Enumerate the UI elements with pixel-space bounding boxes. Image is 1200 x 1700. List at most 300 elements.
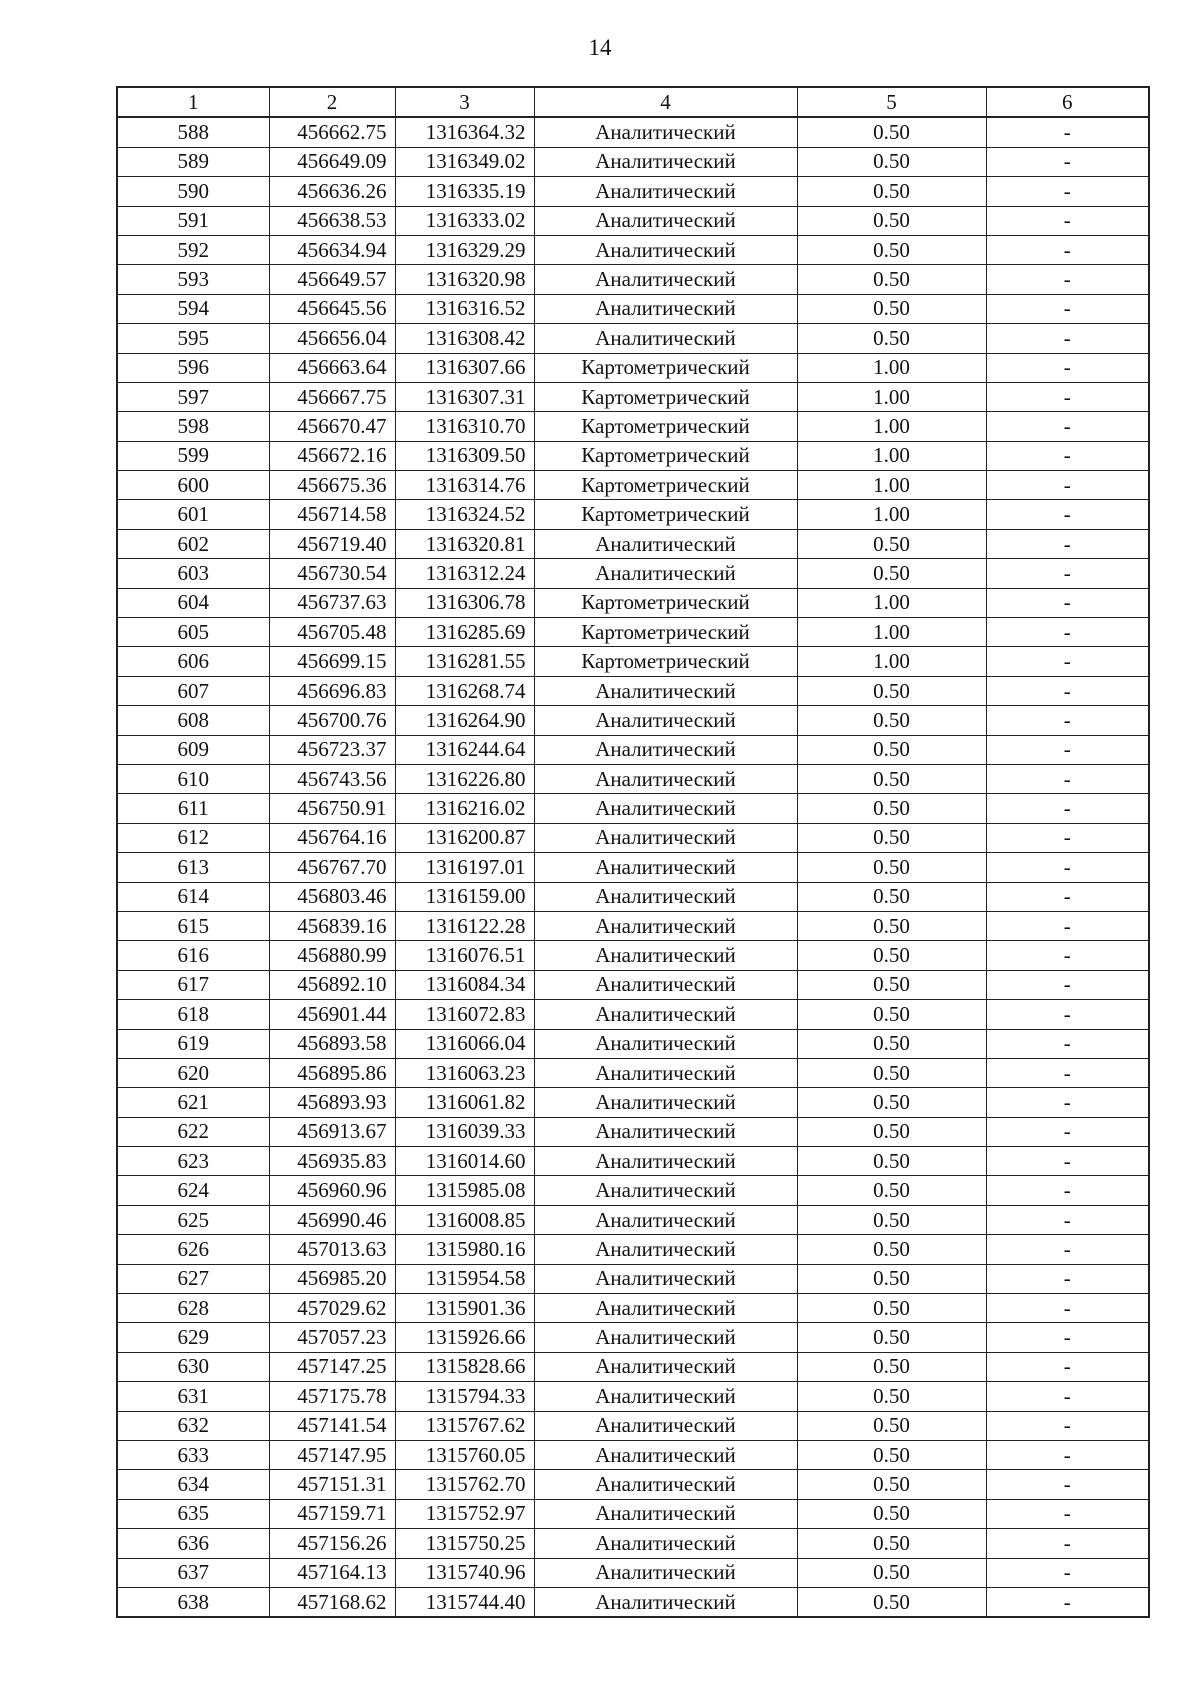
point-number-cell: 591 (117, 206, 269, 235)
x-coordinate-cell: 456895.86 (269, 1058, 395, 1087)
method-cell: Аналитический (534, 1235, 797, 1264)
table-row (117, 441, 1149, 470)
note-cell: - (986, 1029, 1149, 1058)
table-row (117, 324, 1149, 353)
accuracy-cell: 1.00 (797, 353, 986, 382)
method-cell: Аналитический (534, 1264, 797, 1293)
method-cell: Аналитический (534, 265, 797, 294)
y-coordinate-cell: 1316281.55 (395, 647, 534, 676)
point-number-cell: 628 (117, 1294, 269, 1323)
method-cell: Аналитический (534, 882, 797, 911)
table-row (117, 1411, 1149, 1440)
note-cell: - (986, 1587, 1149, 1617)
method-cell: Картометрический (534, 618, 797, 647)
accuracy-cell: 0.50 (797, 1470, 986, 1499)
note-cell: - (986, 735, 1149, 764)
point-number-cell: 588 (117, 117, 269, 147)
note-cell: - (986, 588, 1149, 617)
y-coordinate-cell: 1315750.25 (395, 1529, 534, 1558)
table-header (117, 87, 1149, 117)
method-cell: Аналитический (534, 324, 797, 353)
table-row (117, 1499, 1149, 1528)
note-cell: - (986, 294, 1149, 323)
note-cell: - (986, 441, 1149, 470)
point-number-cell: 627 (117, 1264, 269, 1293)
accuracy-cell: 1.00 (797, 588, 986, 617)
method-cell: Аналитический (534, 1529, 797, 1558)
x-coordinate-cell: 457175.78 (269, 1382, 395, 1411)
table-row (117, 588, 1149, 617)
point-number-cell: 601 (117, 500, 269, 529)
method-cell: Аналитический (534, 1058, 797, 1087)
note-cell: - (986, 647, 1149, 676)
x-coordinate-cell: 456649.57 (269, 265, 395, 294)
method-cell: Аналитический (534, 823, 797, 852)
y-coordinate-cell: 1316307.31 (395, 382, 534, 411)
y-coordinate-cell: 1316314.76 (395, 471, 534, 500)
table-row (117, 117, 1149, 147)
column-header-1: 1 (117, 87, 269, 117)
note-cell: - (986, 117, 1149, 147)
note-cell: - (986, 911, 1149, 940)
note-cell: - (986, 353, 1149, 382)
method-cell: Картометрический (534, 588, 797, 617)
y-coordinate-cell: 1316200.87 (395, 823, 534, 852)
x-coordinate-cell: 456675.36 (269, 471, 395, 500)
y-coordinate-cell: 1316306.78 (395, 588, 534, 617)
accuracy-cell: 0.50 (797, 1499, 986, 1528)
note-cell: - (986, 1147, 1149, 1176)
table-row (117, 147, 1149, 176)
table-row (117, 529, 1149, 558)
table-row (117, 647, 1149, 676)
x-coordinate-cell: 456670.47 (269, 412, 395, 441)
note-cell: - (986, 1470, 1149, 1499)
method-cell: Аналитический (534, 1382, 797, 1411)
x-coordinate-cell: 456667.75 (269, 382, 395, 411)
x-coordinate-cell: 456700.76 (269, 706, 395, 735)
x-coordinate-cell: 457151.31 (269, 1470, 395, 1499)
y-coordinate-cell: 1315762.70 (395, 1470, 534, 1499)
note-cell: - (986, 1294, 1149, 1323)
point-number-cell: 615 (117, 911, 269, 940)
accuracy-cell: 0.50 (797, 147, 986, 176)
x-coordinate-cell: 456714.58 (269, 500, 395, 529)
x-coordinate-cell: 456880.99 (269, 941, 395, 970)
y-coordinate-cell: 1315740.96 (395, 1558, 534, 1587)
accuracy-cell: 1.00 (797, 618, 986, 647)
accuracy-cell: 0.50 (797, 1088, 986, 1117)
x-coordinate-cell: 457159.71 (269, 1499, 395, 1528)
note-cell: - (986, 1382, 1149, 1411)
table-row (117, 1205, 1149, 1234)
y-coordinate-cell: 1316324.52 (395, 500, 534, 529)
y-coordinate-cell: 1316008.85 (395, 1205, 534, 1234)
point-number-cell: 595 (117, 324, 269, 353)
y-coordinate-cell: 1315744.40 (395, 1587, 534, 1617)
accuracy-cell: 0.50 (797, 911, 986, 940)
accuracy-cell: 1.00 (797, 441, 986, 470)
table-row (117, 911, 1149, 940)
y-coordinate-cell: 1316063.23 (395, 1058, 534, 1087)
x-coordinate-cell: 457164.13 (269, 1558, 395, 1587)
note-cell: - (986, 1499, 1149, 1528)
note-cell: - (986, 471, 1149, 500)
note-cell: - (986, 764, 1149, 793)
y-coordinate-cell: 1316076.51 (395, 941, 534, 970)
point-number-cell: 624 (117, 1176, 269, 1205)
y-coordinate-cell: 1315760.05 (395, 1440, 534, 1469)
table-row (117, 559, 1149, 588)
x-coordinate-cell: 456663.64 (269, 353, 395, 382)
note-cell: - (986, 706, 1149, 735)
accuracy-cell: 0.50 (797, 1411, 986, 1440)
method-cell: Картометрический (534, 471, 797, 500)
method-cell: Аналитический (534, 1000, 797, 1029)
table-row (117, 618, 1149, 647)
y-coordinate-cell: 1316364.32 (395, 117, 534, 147)
x-coordinate-cell: 456705.48 (269, 618, 395, 647)
note-cell: - (986, 500, 1149, 529)
note-cell: - (986, 1205, 1149, 1234)
table-row (117, 206, 1149, 235)
point-number-cell: 604 (117, 588, 269, 617)
note-cell: - (986, 823, 1149, 852)
y-coordinate-cell: 1315954.58 (395, 1264, 534, 1293)
x-coordinate-cell: 456803.46 (269, 882, 395, 911)
x-coordinate-cell: 456656.04 (269, 324, 395, 353)
y-coordinate-cell: 1316061.82 (395, 1088, 534, 1117)
note-cell: - (986, 147, 1149, 176)
table-row (117, 764, 1149, 793)
point-number-cell: 598 (117, 412, 269, 441)
method-cell: Картометрический (534, 353, 797, 382)
note-cell: - (986, 1529, 1149, 1558)
y-coordinate-cell: 1316268.74 (395, 676, 534, 705)
method-cell: Аналитический (534, 117, 797, 147)
accuracy-cell: 0.50 (797, 1382, 986, 1411)
table-row (117, 823, 1149, 852)
table-row (117, 970, 1149, 999)
accuracy-cell: 0.50 (797, 559, 986, 588)
point-number-cell: 618 (117, 1000, 269, 1029)
note-cell: - (986, 324, 1149, 353)
method-cell: Аналитический (534, 706, 797, 735)
x-coordinate-cell: 456901.44 (269, 1000, 395, 1029)
table-row (117, 1323, 1149, 1352)
x-coordinate-cell: 456737.63 (269, 588, 395, 617)
accuracy-cell: 0.50 (797, 676, 986, 705)
x-coordinate-cell: 457057.23 (269, 1323, 395, 1352)
point-number-cell: 631 (117, 1382, 269, 1411)
x-coordinate-cell: 456990.46 (269, 1205, 395, 1234)
point-number-cell: 617 (117, 970, 269, 999)
table-row (117, 1058, 1149, 1087)
note-cell: - (986, 1352, 1149, 1381)
x-coordinate-cell: 456636.26 (269, 177, 395, 206)
method-cell: Аналитический (534, 1088, 797, 1117)
accuracy-cell: 0.50 (797, 882, 986, 911)
point-number-cell: 633 (117, 1440, 269, 1469)
table-row (117, 882, 1149, 911)
x-coordinate-cell: 456893.93 (269, 1088, 395, 1117)
point-number-cell: 607 (117, 676, 269, 705)
x-coordinate-cell: 456672.16 (269, 441, 395, 470)
note-cell: - (986, 1176, 1149, 1205)
x-coordinate-cell: 456935.83 (269, 1147, 395, 1176)
note-cell: - (986, 1117, 1149, 1146)
column-header-2: 2 (269, 87, 395, 117)
accuracy-cell: 0.50 (797, 1587, 986, 1617)
accuracy-cell: 0.50 (797, 794, 986, 823)
point-number-cell: 626 (117, 1235, 269, 1264)
point-number-cell: 621 (117, 1088, 269, 1117)
accuracy-cell: 0.50 (797, 1205, 986, 1234)
method-cell: Картометрический (534, 500, 797, 529)
point-number-cell: 630 (117, 1352, 269, 1381)
accuracy-cell: 0.50 (797, 206, 986, 235)
x-coordinate-cell: 456730.54 (269, 559, 395, 588)
note-cell: - (986, 1411, 1149, 1440)
method-cell: Аналитический (534, 941, 797, 970)
x-coordinate-cell: 456960.96 (269, 1176, 395, 1205)
point-number-cell: 609 (117, 735, 269, 764)
y-coordinate-cell: 1316014.60 (395, 1147, 534, 1176)
table-row (117, 1558, 1149, 1587)
accuracy-cell: 0.50 (797, 1558, 986, 1587)
note-cell: - (986, 676, 1149, 705)
table-row (117, 1235, 1149, 1264)
table-row (117, 1440, 1149, 1469)
x-coordinate-cell: 457147.95 (269, 1440, 395, 1469)
table-row (117, 382, 1149, 411)
x-coordinate-cell: 456893.58 (269, 1029, 395, 1058)
y-coordinate-cell: 1315767.62 (395, 1411, 534, 1440)
point-number-cell: 610 (117, 764, 269, 793)
y-coordinate-cell: 1316039.33 (395, 1117, 534, 1146)
accuracy-cell: 1.00 (797, 382, 986, 411)
accuracy-cell: 1.00 (797, 412, 986, 441)
y-coordinate-cell: 1316264.90 (395, 706, 534, 735)
table-row (117, 794, 1149, 823)
point-number-cell: 597 (117, 382, 269, 411)
note-cell: - (986, 618, 1149, 647)
accuracy-cell: 0.50 (797, 529, 986, 558)
method-cell: Аналитический (534, 1470, 797, 1499)
method-cell: Картометрический (534, 441, 797, 470)
point-number-cell: 620 (117, 1058, 269, 1087)
y-coordinate-cell: 1316335.19 (395, 177, 534, 206)
table-row (117, 941, 1149, 970)
accuracy-cell: 0.50 (797, 265, 986, 294)
point-number-cell: 600 (117, 471, 269, 500)
table-row (117, 471, 1149, 500)
note-cell: - (986, 941, 1149, 970)
note-cell: - (986, 853, 1149, 882)
y-coordinate-cell: 1315926.66 (395, 1323, 534, 1352)
point-number-cell: 613 (117, 853, 269, 882)
method-cell: Аналитический (534, 970, 797, 999)
y-coordinate-cell: 1315980.16 (395, 1235, 534, 1264)
note-cell: - (986, 206, 1149, 235)
point-number-cell: 590 (117, 177, 269, 206)
accuracy-cell: 0.50 (797, 1440, 986, 1469)
note-cell: - (986, 382, 1149, 411)
method-cell: Аналитический (534, 1440, 797, 1469)
x-coordinate-cell: 456638.53 (269, 206, 395, 235)
note-cell: - (986, 559, 1149, 588)
x-coordinate-cell: 456913.67 (269, 1117, 395, 1146)
method-cell: Аналитический (534, 1499, 797, 1528)
x-coordinate-cell: 456662.75 (269, 117, 395, 147)
point-number-cell: 596 (117, 353, 269, 382)
method-cell: Аналитический (534, 1294, 797, 1323)
x-coordinate-cell: 456764.16 (269, 823, 395, 852)
table-row (117, 1529, 1149, 1558)
note-cell: - (986, 970, 1149, 999)
method-cell: Аналитический (534, 794, 797, 823)
table-row (117, 1117, 1149, 1146)
accuracy-cell: 1.00 (797, 471, 986, 500)
point-number-cell: 592 (117, 235, 269, 264)
x-coordinate-cell: 456839.16 (269, 911, 395, 940)
y-coordinate-cell: 1316072.83 (395, 1000, 534, 1029)
y-coordinate-cell: 1316310.70 (395, 412, 534, 441)
y-coordinate-cell: 1316309.50 (395, 441, 534, 470)
table-row (117, 353, 1149, 382)
y-coordinate-cell: 1316307.66 (395, 353, 534, 382)
accuracy-cell: 0.50 (797, 823, 986, 852)
note-cell: - (986, 412, 1149, 441)
x-coordinate-cell: 456634.94 (269, 235, 395, 264)
accuracy-cell: 0.50 (797, 1176, 986, 1205)
y-coordinate-cell: 1315901.36 (395, 1294, 534, 1323)
point-number-cell: 605 (117, 618, 269, 647)
y-coordinate-cell: 1316244.64 (395, 735, 534, 764)
table-row (117, 1147, 1149, 1176)
table-row (117, 853, 1149, 882)
accuracy-cell: 0.50 (797, 1029, 986, 1058)
table-row (117, 1029, 1149, 1058)
accuracy-cell: 1.00 (797, 500, 986, 529)
table-body (117, 117, 1149, 1617)
accuracy-cell: 0.50 (797, 970, 986, 999)
accuracy-cell: 0.50 (797, 117, 986, 147)
table-row (117, 706, 1149, 735)
accuracy-cell: 0.50 (797, 1529, 986, 1558)
method-cell: Аналитический (534, 735, 797, 764)
point-number-cell: 589 (117, 147, 269, 176)
table-row (117, 676, 1149, 705)
point-number-cell: 625 (117, 1205, 269, 1234)
method-cell: Аналитический (534, 1587, 797, 1617)
point-number-cell: 619 (117, 1029, 269, 1058)
method-cell: Картометрический (534, 412, 797, 441)
header-row (117, 87, 1149, 117)
accuracy-cell: 0.50 (797, 1294, 986, 1323)
method-cell: Аналитический (534, 1117, 797, 1146)
point-number-cell: 635 (117, 1499, 269, 1528)
accuracy-cell: 0.50 (797, 764, 986, 793)
x-coordinate-cell: 456699.15 (269, 647, 395, 676)
point-number-cell: 593 (117, 265, 269, 294)
method-cell: Аналитический (534, 1147, 797, 1176)
table-row (117, 735, 1149, 764)
y-coordinate-cell: 1316333.02 (395, 206, 534, 235)
point-number-cell: 602 (117, 529, 269, 558)
x-coordinate-cell: 457156.26 (269, 1529, 395, 1558)
method-cell: Аналитический (534, 294, 797, 323)
x-coordinate-cell: 456892.10 (269, 970, 395, 999)
accuracy-cell: 0.50 (797, 294, 986, 323)
accuracy-cell: 1.00 (797, 647, 986, 676)
y-coordinate-cell: 1316159.00 (395, 882, 534, 911)
y-coordinate-cell: 1315752.97 (395, 1499, 534, 1528)
point-number-cell: 594 (117, 294, 269, 323)
column-header-6: 6 (986, 87, 1149, 117)
note-cell: - (986, 235, 1149, 264)
note-cell: - (986, 1235, 1149, 1264)
table-row (117, 1176, 1149, 1205)
y-coordinate-cell: 1316285.69 (395, 618, 534, 647)
y-coordinate-cell: 1316066.04 (395, 1029, 534, 1058)
point-number-cell: 614 (117, 882, 269, 911)
y-coordinate-cell: 1316349.02 (395, 147, 534, 176)
method-cell: Аналитический (534, 1323, 797, 1352)
table-row (117, 1294, 1149, 1323)
accuracy-cell: 0.50 (797, 177, 986, 206)
y-coordinate-cell: 1316320.81 (395, 529, 534, 558)
method-cell: Аналитический (534, 1352, 797, 1381)
table-row (117, 1000, 1149, 1029)
x-coordinate-cell: 456649.09 (269, 147, 395, 176)
table-row (117, 177, 1149, 206)
table-row (117, 1382, 1149, 1411)
accuracy-cell: 0.50 (797, 1235, 986, 1264)
table-row (117, 294, 1149, 323)
accuracy-cell: 0.50 (797, 235, 986, 264)
method-cell: Аналитический (534, 147, 797, 176)
y-coordinate-cell: 1315985.08 (395, 1176, 534, 1205)
y-coordinate-cell: 1315794.33 (395, 1382, 534, 1411)
y-coordinate-cell: 1316122.28 (395, 911, 534, 940)
note-cell: - (986, 1323, 1149, 1352)
coordinates-table-container (116, 86, 1150, 1618)
method-cell: Аналитический (534, 1411, 797, 1440)
point-number-cell: 636 (117, 1529, 269, 1558)
method-cell: Аналитический (534, 1176, 797, 1205)
y-coordinate-cell: 1316312.24 (395, 559, 534, 588)
table-row (117, 265, 1149, 294)
column-header-4: 4 (534, 87, 797, 117)
table-row (117, 1587, 1149, 1617)
y-coordinate-cell: 1316316.52 (395, 294, 534, 323)
y-coordinate-cell: 1316329.29 (395, 235, 534, 264)
method-cell: Аналитический (534, 764, 797, 793)
x-coordinate-cell: 456719.40 (269, 529, 395, 558)
x-coordinate-cell: 456743.56 (269, 764, 395, 793)
accuracy-cell: 0.50 (797, 324, 986, 353)
note-cell: - (986, 177, 1149, 206)
note-cell: - (986, 1440, 1149, 1469)
point-number-cell: 616 (117, 941, 269, 970)
table-row (117, 1470, 1149, 1499)
accuracy-cell: 0.50 (797, 1323, 986, 1352)
note-cell: - (986, 1058, 1149, 1087)
point-number-cell: 629 (117, 1323, 269, 1352)
accuracy-cell: 0.50 (797, 853, 986, 882)
accuracy-cell: 0.50 (797, 735, 986, 764)
